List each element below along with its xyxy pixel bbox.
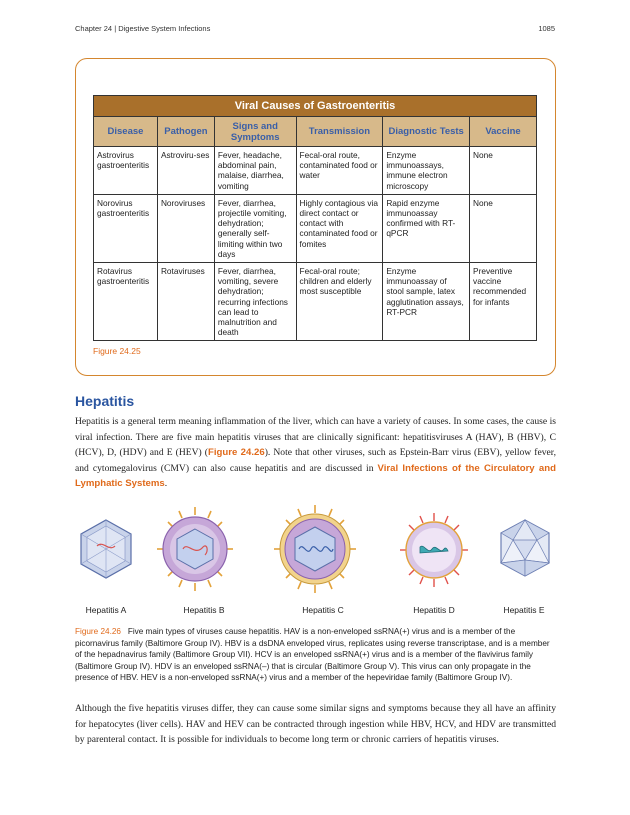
hepatitis-a-virus-illustration [77, 518, 135, 580]
table-cell: Rotaviruses [157, 263, 214, 341]
table-title: Viral Causes of Gastroenteritis [94, 96, 537, 117]
column-header: Disease [94, 117, 158, 147]
hepatitis-b-virus-illustration [155, 505, 235, 593]
figure-label: Figure 24.26 [75, 627, 121, 636]
hepatitis-d-virus-illustration [398, 511, 470, 589]
table-cell: None [470, 147, 537, 195]
label-hepatitis-a: Hepatitis A [85, 605, 127, 615]
table-row [94, 147, 537, 195]
table-cell: Noroviruses [157, 194, 214, 262]
label-hepatitis-d: Hepatitis D [413, 605, 455, 615]
section-title: Hepatitis [75, 393, 135, 409]
column-header: Vaccine [470, 117, 537, 147]
page-number: 1085 [538, 24, 555, 33]
table-row [94, 263, 537, 341]
table-row [94, 194, 537, 262]
table-cell: Fever, headache, abdominal pain, malaise, diarrhea, vomiting [214, 147, 296, 195]
column-header: Transmission [296, 117, 383, 147]
label-hepatitis-e: Hepatitis E [503, 605, 545, 615]
caption-text: Five main types of viruses cause hepatitis. HAV is a non-enveloped ssRNA(+) virus and is a member of the picornavirus family (Baltimore Group IV). HBV is a dsDNA enveloped virus, replicates using reverse transcriptase, and is a member of the hepadnavirus family (Baltimore Group VII). HCV is an enveloped ssRNA(+) virus and is a member of the flavivirus family (Baltimore Group IV). HDV is an enveloped ssRNA(–) that is circular (Baltimore Group V). This virus can only propagate in the presence of HBV. HEV is a non-enveloped ssRNA(+) virus and a member of the hepeviridae family (Baltimore Group IV). [75, 627, 550, 683]
table-cell: Preventive vaccine recommended for infants [470, 263, 537, 341]
table-header-row [94, 117, 537, 147]
hepatitis-c-virus-illustration [272, 503, 358, 595]
paragraph-text: Hepatitis is a general term meaning inflammation of the liver, which can have a variety of causes. In some cases, the cause is viral infection. There are five main hepatitis viruses that are clinically significant: hepatitisviruses A (HAV), B (HBV), C (HCV), D, (HDV) and E (HEV) ( [75, 416, 556, 459]
table-cell: Enzyme immunoassay of stool sample, latex agglutination assays, RT-PCR [383, 263, 470, 341]
table-cell: Astrovirus gastroenteritis [94, 147, 158, 195]
label-hepatitis-c: Hepatitis C [302, 605, 344, 615]
table-cell: Rotavirus gastroenteritis [94, 263, 158, 341]
table-cell: Astroviru-ses [157, 147, 214, 195]
table-cell: Fecal-oral route, contaminated food or water [296, 147, 383, 195]
table-cell: Norovirus gastroenteritis [94, 194, 158, 262]
table-cell: Fever, diarrhea, vomiting, severe dehydration; recurring infections can lead to malnutrition and death [214, 263, 296, 341]
hepatitis-e-virus-illustration [498, 518, 552, 578]
table-cell: Fecal-oral route; children and elderly most susceptible [296, 263, 383, 341]
label-hepatitis-b: Hepatitis B [183, 605, 225, 615]
paragraph-hepatitis-intro [75, 414, 556, 492]
table-cell: None [470, 194, 537, 262]
paragraph-hepatitis-transmission: Although the five hepatitis viruses differ, they can cause some similar signs and symptoms because they all have an affinity for hepatocytes (liver cells). HAV and HEV can be contracted through ingestion while HBV, HCV, and HDV are transmitted by parenteral contact. It is possible for individuals to become long term or chronic carriers of hepatitis viruses. [75, 703, 556, 746]
figure-24-26-caption [75, 626, 556, 684]
table-cell: Fever, diarrhea, projectile vomiting, dehydration; generally self-limiting within two days [214, 194, 296, 262]
paragraph-text: . [164, 478, 168, 490]
figure-24-26-link[interactable]: Figure 24.26 [208, 447, 265, 459]
figure-24-25-caption: Figure 24.25 [93, 346, 141, 356]
column-header: Pathogen [157, 117, 214, 147]
chapter-title: Chapter 24 | Digestive System Infections [75, 24, 211, 33]
paragraph-text: ). Note that other viruses, such as Epstein-Barr virus (EBV), yellow fever, and cytomegalovirus (CMV) can also cause hepatitis and are discussed in [75, 447, 557, 474]
column-header: Signs and Symptoms [214, 117, 296, 147]
table-cell: Rapid enzyme immunoassay confirmed with RT-qPCR [383, 194, 470, 262]
table-cell: Highly contagious via direct contact or contact with contaminated food or fomites [296, 194, 383, 262]
viral-causes-table [93, 95, 537, 341]
table-cell: Enzyme immunoassays, immune electron microscopy [383, 147, 470, 195]
page-header [75, 24, 555, 36]
viral-infections-link[interactable]: Viral Infections of the Circulatory and Lymphatic Systems [75, 462, 556, 490]
column-header: Diagnostic Tests [383, 117, 470, 147]
